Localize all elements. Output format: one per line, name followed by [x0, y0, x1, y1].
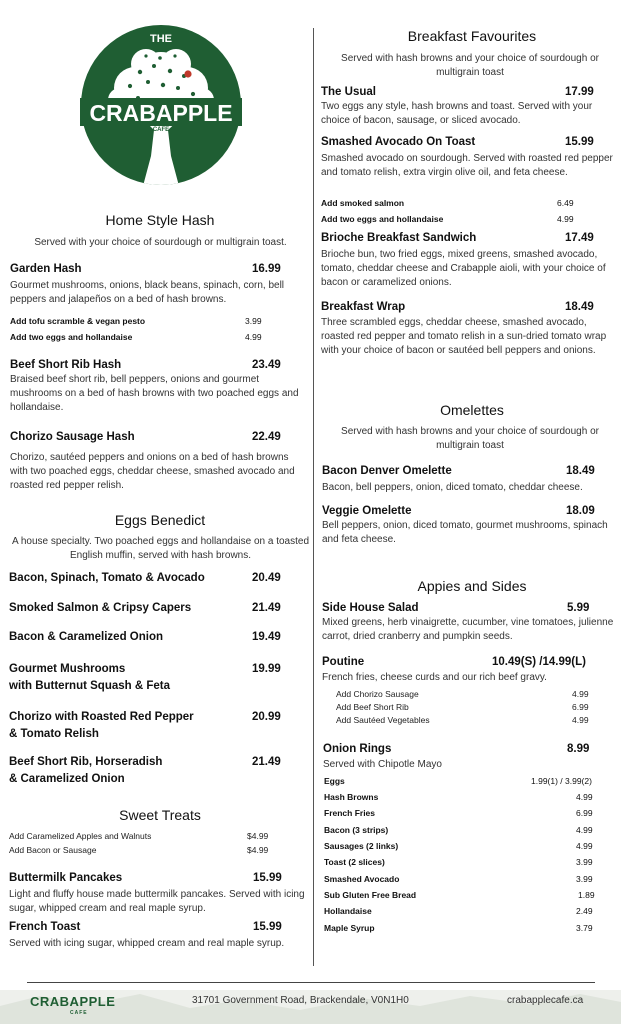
benny-1-name: Bacon, Spinach, Tomato & Avocado	[9, 572, 205, 584]
benny-5-price: 20.99	[252, 711, 281, 723]
brioche-name: Brioche Breakfast Sandwich	[321, 232, 477, 244]
benny-2-price: 21.49	[252, 602, 281, 614]
benny-3-name: Bacon & Caramelized Onion	[9, 631, 164, 643]
omelettes-title: Omelettes	[440, 402, 504, 418]
onion-rings-desc: Served with Chipotle Mayo	[323, 759, 442, 770]
denver-desc: Bacon, bell peppers, onion, diced tomato, cheddar cheese.	[322, 482, 583, 493]
addon-salmon-price: 6.49	[557, 198, 574, 208]
french-toast-price: 15.99	[253, 921, 282, 933]
usual-desc: Two eggs any style, hash browns and toast. Served with your choice of bacon, sausage, or sliced avocado.	[321, 101, 593, 126]
salad-name: Side House Salad	[322, 602, 419, 614]
footer-website-link[interactable]: crabapplecafe.ca	[507, 995, 584, 1006]
pancakes-name: Buttermilk Pancakes	[9, 872, 123, 884]
onion-rings-name: Onion Rings	[323, 743, 392, 755]
garden-hash-price: 16.99	[252, 263, 281, 275]
footer-brand: CRABAPPLE	[30, 994, 116, 1009]
benny-1-price: 20.49	[252, 572, 281, 584]
home-hash-title: Home Style Hash	[105, 212, 215, 228]
poutine-name: Poutine	[322, 656, 365, 668]
chorizo-hash-name: Chorizo Sausage Hash	[10, 431, 135, 443]
addon-bacon-sausage-price: $4.99	[247, 845, 269, 855]
side-eggs-price: 1.99(1) / 3.99(2)	[531, 776, 592, 786]
side-gf-bread-name: Sub Gluten Free Bread	[324, 890, 417, 900]
pancakes-price: 15.99	[253, 872, 282, 884]
footer-address: 31701 Government Road, Brackendale, V0N1H0	[192, 995, 409, 1006]
addon-veg-price: 4.99	[572, 715, 589, 725]
breakfast-intro: Served with hash browns and your choice of sourdough or multigrain toast	[341, 53, 599, 78]
home-hash-intro: Served with your choice of sourdough or multigrain toast.	[34, 237, 287, 248]
veggie-price: 18.09	[566, 505, 595, 517]
addon-tofu-price: 3.99	[245, 316, 262, 326]
side-hollandaise-price: 2.49	[576, 906, 593, 916]
addon-veg-name: Add Sautéed Vegetables	[336, 715, 430, 725]
onion-rings-price: 8.99	[567, 743, 590, 755]
side-toast-name: Toast (2 slices)	[324, 857, 385, 867]
eggs-benedict-title: Eggs Benedict	[114, 512, 206, 528]
french-toast-desc: Served with icing sugar, whipped cream and real maple syrup.	[9, 938, 285, 949]
addon-shortrib-name: Add Beef Short Rib	[336, 702, 409, 712]
side-bacon-price: 4.99	[576, 825, 593, 835]
beef-hash-price: 23.49	[252, 359, 281, 371]
side-eggs-name: Eggs	[324, 776, 345, 786]
salad-price: 5.99	[567, 602, 590, 614]
column-divider	[313, 28, 314, 966]
omelettes-intro: Served with hash browns and your choice of sourdough or multigrain toast	[341, 426, 599, 451]
side-maple-name: Maple Syrup	[324, 923, 375, 933]
veggie-name: Veggie Omelette	[322, 505, 412, 517]
crabapple-logo	[80, 24, 242, 186]
benny-5-name-line2: & Tomato Relish	[9, 728, 99, 740]
french-toast-name: French Toast	[9, 921, 81, 933]
beef-hash-name: Beef Short Rib Hash	[10, 359, 122, 371]
side-fries-name: French Fries	[324, 808, 376, 818]
usual-price: 17.99	[565, 86, 594, 98]
benny-4-name: Gourmet Mushrooms	[9, 663, 126, 675]
side-avocado-price: 3.99	[576, 874, 593, 884]
side-hashbrowns-price: 4.99	[576, 792, 593, 802]
appies-title: Appies and Sides	[417, 578, 527, 594]
benny-4-price: 19.99	[252, 663, 281, 675]
addon-shortrib-price: 6.99	[572, 702, 589, 712]
sweet-treats-title: Sweet Treats	[119, 807, 201, 823]
addon-bf-eggs-price: 4.99	[557, 214, 574, 224]
addon-bacon-sausage-name: Add Bacon or Sausage	[9, 845, 97, 855]
addon-tofu-name: Add tofu scramble & vegan pesto	[10, 316, 146, 326]
addon-chorizo-price: 4.99	[572, 689, 589, 699]
addon-chorizo-name: Add Chorizo Sausage	[336, 689, 419, 699]
brioche-price: 17.49	[565, 232, 594, 244]
wrap-price: 18.49	[565, 301, 594, 313]
logo-name: CRABAPPLE	[89, 100, 233, 126]
benny-4-name-line2: with Butternut Squash & Feta	[9, 680, 170, 692]
poutine-price: 10.49(S) /14.99(L)	[492, 656, 586, 668]
benny-2-name: Smoked Salmon & Cripsy Capers	[9, 602, 192, 614]
pancakes-desc: Light and fluffy house made buttermilk pancakes. Served with icing sugar, whipped cream and real maple syrup.	[9, 889, 305, 914]
side-maple-price: 3.79	[576, 923, 593, 933]
addon-salmon-name: Add smoked salmon	[321, 198, 405, 208]
benny-5-name: Chorizo with Roasted Red Pepper	[9, 711, 194, 723]
benny-3-price: 19.49	[252, 631, 281, 643]
usual-name: The Usual	[321, 86, 376, 98]
footer	[0, 990, 621, 1024]
logo-the: THE	[150, 33, 172, 45]
breakfast-title: Breakfast Favourites	[407, 28, 537, 44]
side-hollandaise-name: Hollandaise	[324, 906, 372, 916]
side-avocado-name: Smashed Avocado	[324, 874, 400, 884]
eggs-benedict-intro: A house specialty. Two poached eggs and hollandaise on a toasted English muffin, served with hash browns.	[11, 536, 310, 561]
wrap-name: Breakfast Wrap	[321, 301, 406, 313]
footer-brand-cafe: CAFE	[70, 1010, 88, 1016]
chorizo-hash-price: 22.49	[252, 431, 281, 443]
side-fries-price: 6.99	[576, 808, 593, 818]
avocado-toast-desc: Smashed avocado on sourdough. Served with roasted red pepper and tomato relish, extra virgin olive oil, and feta cheese.	[321, 153, 613, 178]
addon-bf-eggs-name: Add two eggs and hollandaise	[321, 214, 444, 224]
side-bacon-name: Bacon (3 strips)	[324, 825, 389, 835]
garden-hash-desc: Gourmet mushrooms, onions, black beans, spinach, corn, bell peppers and jalapeños on a bed of hash browns.	[10, 280, 285, 305]
addon-eggs-hollandaise-name: Add two eggs and hollandaise	[10, 332, 133, 342]
addon-apples-name: Add Caramelized Apples and Walnuts	[9, 831, 152, 841]
logo-cafe: CAFE	[152, 127, 170, 133]
avocado-toast-price: 15.99	[565, 136, 594, 148]
side-hashbrowns-name: Hash Browns	[324, 792, 379, 802]
salad-desc: Mixed greens, herb vinaigrette, cucumber, vine tomatoes, julienne carrot, dried cranberry and pumpkin seeds.	[322, 617, 614, 642]
brioche-desc: Brioche bun, two fried eggs, mixed greens, smashed avocado, tomato, cheddar cheese and Crabapple aioli, with your choice of bacon or caramelized onions.	[321, 249, 606, 288]
side-sausages-price: 4.99	[576, 841, 593, 851]
wrap-desc: Three scrambled eggs, cheddar cheese, smashed avocado, roasted red pepper and tomato relish in a sun-dried tomato wrap with your choice of bacon or sautéed bell peppers and onions.	[321, 317, 607, 356]
beef-hash-desc: Braised beef short rib, bell peppers, onions and gourmet mushrooms on a bed of hash browns with two poached eggs and hollandaise.	[10, 374, 299, 413]
denver-price: 18.49	[566, 465, 595, 477]
addon-eggs-hollandaise-price: 4.99	[245, 332, 262, 342]
denver-name: Bacon Denver Omelette	[322, 465, 452, 477]
garden-hash-name: Garden Hash	[10, 263, 82, 275]
side-sausages-name: Sausages (2 links)	[324, 841, 399, 851]
side-toast-price: 3.99	[576, 857, 593, 867]
poutine-desc: French fries, cheese curds and our rich beef gravy.	[322, 672, 547, 683]
avocado-toast-name: Smashed Avocado On Toast	[321, 136, 476, 148]
benny-6-name-line2: & Caramelized Onion	[9, 773, 125, 785]
benny-6-price: 21.49	[252, 756, 281, 768]
benny-6-name: Beef Short Rib, Horseradish	[9, 756, 163, 768]
chorizo-hash-desc: Chorizo, sautéed peppers and onions on a bed of hash browns with two poached eggs, cheddar cheese, smashed avocado and roasted red pepper relish.	[10, 452, 295, 491]
side-gf-bread-price: 1.89	[578, 890, 595, 900]
footer-rule	[27, 982, 595, 983]
veggie-desc: Bell peppers, onion, diced tomato, gourmet mushrooms, spinach and feta cheese.	[322, 520, 608, 545]
addon-apples-price: $4.99	[247, 831, 269, 841]
